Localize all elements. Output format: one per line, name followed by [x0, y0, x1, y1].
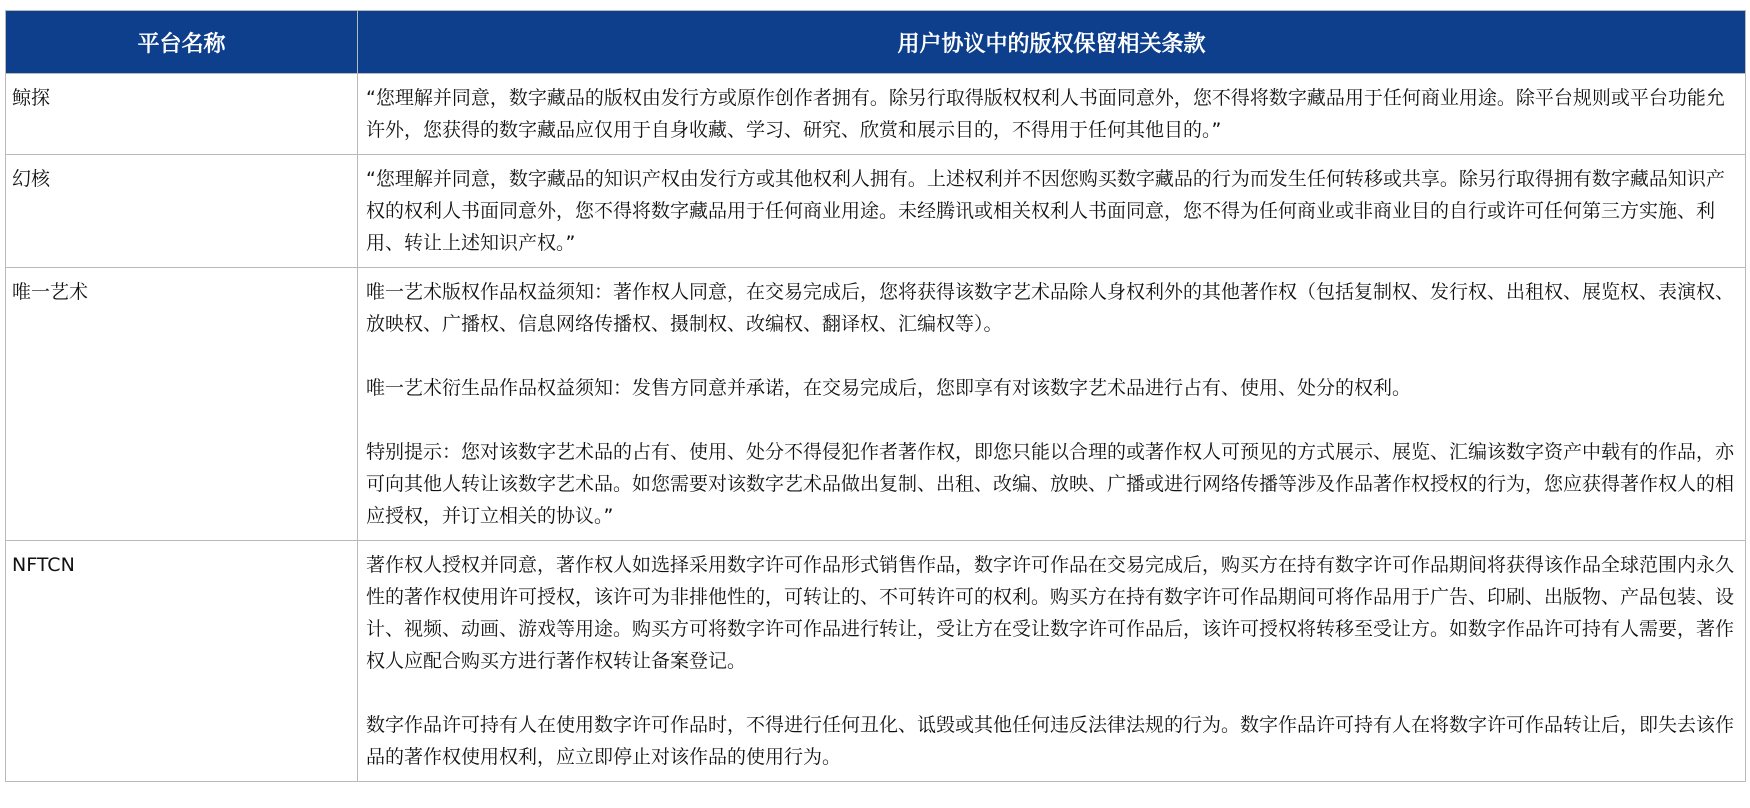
platform-name-cell: 唯一艺术 [6, 268, 358, 541]
copyright-clauses-table [5, 10, 1746, 782]
table-row [6, 268, 1746, 541]
clause-paragraph: 唯一艺术版权作品权益须知：著作权人同意，在交易完成后，您将获得该数字艺术品除人身权利外的其他著作权（包括复制权、发行权、出租权、展览权、表演权、放映权、广播权、信息网络传播权、摄制权、改编权、翻译权、汇编权等）。 [366, 281, 1735, 335]
header-copyright-clauses: 用户协议中的版权保留相关条款 [358, 11, 1746, 74]
table-row [6, 155, 1746, 268]
table-row [6, 541, 1746, 782]
header-platform-name: 平台名称 [6, 11, 358, 74]
clause-paragraph: 特别提示：您对该数字艺术品的占有、使用、处分不得侵犯作者著作权，即您只能以合理的或著作权人可预见的方式展示、展览、汇编该数字资产中载有的作品，亦可向其他人转让该数字艺术品。如您需要对该数字艺术品做出复制、出租、改编、放映、广播或进行网络传播等涉及作品著作权授权的行为，您应获得著作权人的相应授权，并订立相关的协议。” [366, 441, 1735, 527]
platform-name-cell: NFTCN [6, 541, 358, 782]
table-body [6, 74, 1746, 782]
clause-paragraph: 著作权人授权并同意，著作权人如选择采用数字许可作品形式销售作品，数字许可作品在交易完成后，购买方在持有数字许可作品期间将获得该作品全球范围内永久性的著作权使用许可授权，该许可为非排他性的，可转让的、不可转许可的权利。购买方在持有数字许可作品期间可将作品用于广告、印刷、出版物、产品包装、设计、视频、动画、游戏等用途。购买方可将数字许可作品进行转让，受让方在受让数字许可作品后，该许可授权将转移至受让方。如数字作品许可持有人需要，著作权人应配合购买方进行著作权转让备案登记。 [366, 554, 1735, 672]
clause-cell [358, 268, 1746, 541]
clause-paragraph: 数字作品许可持有人在使用数字许可作品时，不得进行任何丑化、诋毁或其他任何违反法律法规的行为。数字作品许可持有人在将数字许可作品转让后，即失去该作品的著作权使用权利，应立即停止对该作品的使用行为。 [366, 714, 1735, 768]
copyright-table-container [5, 10, 1745, 782]
table-header [6, 11, 1746, 74]
table-row [6, 74, 1746, 155]
platform-name-cell: 鲸探 [6, 74, 358, 155]
clause-cell [358, 541, 1746, 782]
platform-name-cell: 幻核 [6, 155, 358, 268]
clause-cell [358, 155, 1746, 268]
clause-paragraph: “您理解并同意，数字藏品的知识产权由发行方或其他权利人拥有。上述权利并不因您购买数字藏品的行为而发生任何转移或共享。除另行取得拥有数字藏品知识产权的权利人书面同意外，您不得将数字藏品用于任何商业用途。未经腾讯或相关权利人书面同意，您不得为任何商业或非商业目的自行或许可任何第三方实施、利用、转让上述知识产权。” [366, 168, 1725, 254]
header-row [6, 11, 1746, 74]
clause-paragraph: “您理解并同意，数字藏品的版权由发行方或原作创作者拥有。除另行取得版权权利人书面同意外，您不得将数字藏品用于任何商业用途。除平台规则或平台功能允许外，您获得的数字藏品应仅用于自身收藏、学习、研究、欣赏和展示目的，不得用于任何其他目的。” [366, 87, 1725, 141]
clause-cell [358, 74, 1746, 155]
clause-paragraph: 唯一艺术衍生品作品权益须知：发售方同意并承诺，在交易完成后，您即享有对该数字艺术品进行占有、使用、处分的权利。 [366, 377, 1412, 399]
